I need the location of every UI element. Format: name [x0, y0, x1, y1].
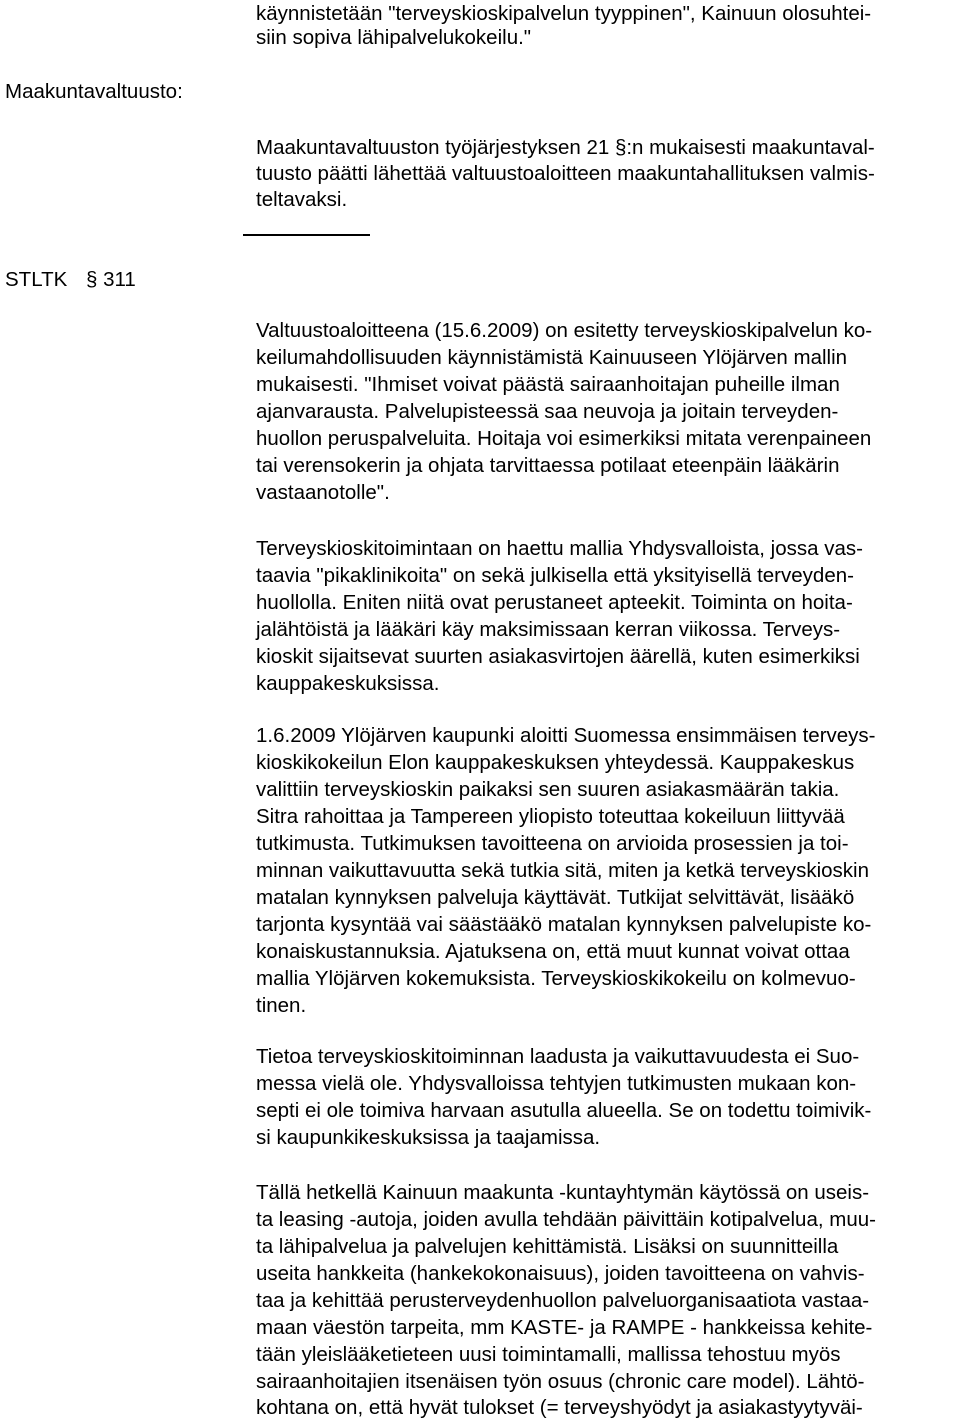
text-line: vastaanotolle".	[256, 481, 390, 504]
text-line: siin sopiva lähipalvelukokeilu."	[256, 26, 532, 49]
text-line: tai verensokerin ja ohjata tarvittaessa potilaat eteenpäin lääkärin	[256, 454, 840, 477]
text-line: kioskit sijaitsevat suurten asiakasvirtojen äärellä, kuten esimerkiksi	[256, 645, 860, 668]
text-line: tarjonta kysyntää vai säästääkö matalan kynnyksen palvelupiste ko-	[256, 913, 872, 936]
left-label-section: § 311	[86, 268, 136, 291]
text-line: Maakuntavaltuuston työjärjestyksen 21 §:n mukaisesti maakuntaval-	[256, 136, 875, 159]
text-line: ta leasing -autoja, joiden avulla tehdään päivittäin kotipalvelua, muu-	[256, 1208, 876, 1231]
left-label-council: Maakuntavaltuusto:	[5, 80, 183, 103]
text-line: tutkimusta. Tutkimuksen tavoitteena on arvioida prosessien ja toi-	[256, 832, 849, 855]
text-line: kohtana on, että hyvät tulokset (= terveyshyödyt ja asiakastyytyväi-	[256, 1396, 863, 1419]
text-line: useita hankkeita (hankekokonaisuus), joiden tavoitteena on vahvis-	[256, 1262, 865, 1285]
text-line: tinen.	[256, 994, 307, 1017]
text-line: matalan kynnyksen palveluja käyttävät. Tutkijat selvittävät, lisääkö	[256, 886, 855, 909]
text-line: keilumahdollisuuden käynnistämistä Kainuuseen Ylöjärven mallin	[256, 346, 848, 369]
text-line: sairaanhoitajien itsenäisen työn osuus (chronic care model). Lähtö-	[256, 1370, 865, 1393]
text-line: kioskikokeilun Elon kauppakeskuksen yhteydessä. Kauppakeskus	[256, 751, 855, 774]
text-line: septi ei ole toimiva harvaan asutulla alueella. Se on todettu toimivik-	[256, 1099, 872, 1122]
text-line: Tällä hetkellä Kainuun maakunta -kuntayhtymän käytössä on useis-	[256, 1181, 870, 1204]
text-line: messa vielä ole. Yhdysvalloissa tehtyjen tutkimusten mukaan kon-	[256, 1072, 857, 1095]
text-line: 1.6.2009 Ylöjärven kaupunki aloitti Suomessa ensimmäisen terveys-	[256, 724, 876, 747]
text-line: Sitra rahoittaa ja Tampereen yliopisto toteuttaa kokeiluun liittyvää	[256, 805, 845, 828]
separator-rule	[243, 234, 370, 236]
text-line: jalähtöistä ja lääkäri käy maksimissaan kerran viikossa. Terveys-	[256, 618, 841, 641]
text-line: si kaupunkikeskuksissa ja taajamissa.	[256, 1126, 601, 1149]
text-line: mallia Ylöjärven kokemuksista. Terveyskioskikokeilu on kolmevuo-	[256, 967, 856, 990]
text-line: minnan vaikuttavuutta sekä tutkia sitä, miten ja ketkä terveyskioskin	[256, 859, 870, 882]
text-line: ta lähipalvelua ja palvelujen kehittämistä. Lisäksi on suunnitteilla	[256, 1235, 839, 1258]
text-line: Valtuustoaloitteena (15.6.2009) on esitetty terveyskioskipalvelun ko-	[256, 319, 873, 342]
left-label-stltk: STLTK	[5, 268, 68, 291]
text-line: tään yleislääketieteen uusi toimintamalli, mallissa tehostuu myös	[256, 1343, 841, 1366]
text-line: huollolla. Eniten niitä ovat perustaneet apteekit. Toiminta on hoita-	[256, 591, 853, 614]
text-line: taa ja kehittää perusterveydenhuollon palveluorganisaatiota vastaa-	[256, 1289, 870, 1312]
text-line: taavia "pikaklinikoita" on sekä julkisella että yksityisellä terveyden-	[256, 564, 854, 587]
text-line: Terveyskioskitoimintaan on haettu mallia Yhdysvalloista, jossa vas-	[256, 537, 863, 560]
text-line: kauppakeskuksissa.	[256, 672, 440, 695]
text-line: ajanvarausta. Palvelupisteessä saa neuvoja ja joitain terveyden-	[256, 400, 839, 423]
text-line: maan väestön tarpeita, mm KASTE- ja RAMPE - hankkeissa kehite-	[256, 1316, 873, 1339]
text-line: tuusto päätti lähettää valtuustoaloitteen maakuntahallituksen valmis-	[256, 162, 875, 185]
text-line: huollon peruspalveluita. Hoitaja voi esimerkiksi mitata verenpaineen	[256, 427, 872, 450]
text-line: Tietoa terveyskioskitoiminnan laadusta ja vaikuttavuudesta ei Suo-	[256, 1045, 860, 1068]
text-line: valittiin terveyskioskin paikaksi sen suuren asiakasmäärän takia.	[256, 778, 840, 801]
text-line: teltavaksi.	[256, 188, 348, 211]
text-line: käynnistetään "terveyskioskipalvelun tyyppinen", Kainuun olosuhtei-	[256, 2, 872, 25]
text-line: mukaisesti. "Ihmiset voivat päästä sairaanhoitajan puheille ilman	[256, 373, 840, 396]
text-line: konaiskustannuksia. Ajatuksena on, että muut kunnat voivat ottaa	[256, 940, 850, 963]
